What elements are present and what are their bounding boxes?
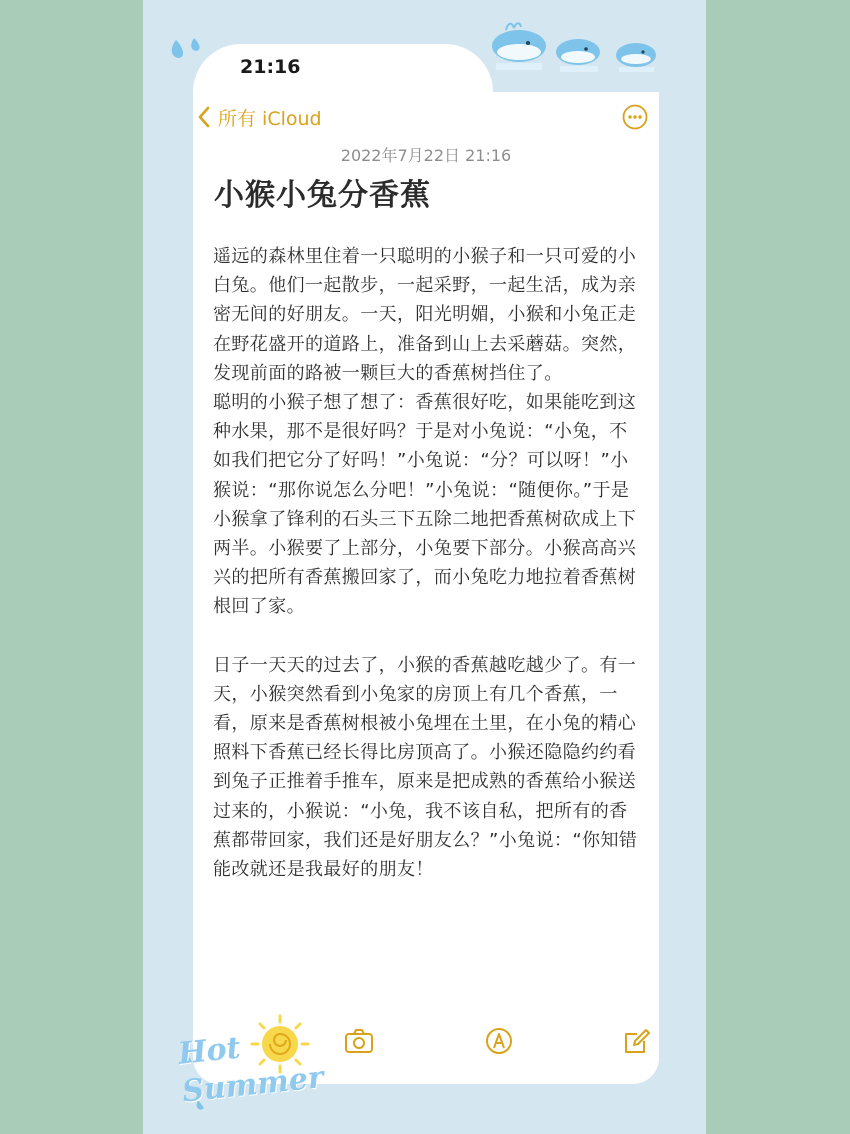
markup-pen-icon[interactable] [484, 1027, 514, 1055]
note-paragraph: 聪明的小猴子想了想了：香蕉很好吃，如果能吃到这种水果，那不是很好吗？于是对小兔说：“小兔，不如我们把它分了好吗！”小兔说：“分？可以呀！”小猴说：“那你说怎么分吧！”小兔说：“随便你。”于是小猴拿了锋利的石头三下五除二地把香蕉树砍成上下两半。小猴要了上部分，小兔要下部分。小猴高高兴兴的把所有香蕉搬回家了，而小兔吃力地拉着香蕉树根回了家。 [213, 392, 637, 618]
sticker-text: Hot Summer [176, 1030, 326, 1110]
chevron-left-icon [196, 105, 212, 129]
note-date: 2022年7月22日 21:16 [340, 146, 512, 165]
more-options-icon[interactable] [622, 104, 648, 130]
note-title: 小猴小兔分香蕉 [214, 178, 431, 213]
compose-icon[interactable] [622, 1027, 652, 1055]
back-to-icloud-button[interactable] [196, 104, 322, 130]
note-body[interactable] [213, 242, 641, 884]
note-paragraph: 日子一天天的过去了，小猴的香蕉越吃越少了。有一天，小猴突然看到小兔家的房顶上有几个香蕉，一看，原来是香蕉树根被小兔埋在土里，在小兔的精心照料下香蕉已经长得比房顶高了。小猴还隐隐约约看到兔子正推着手推车，原来是把成熟的香蕉给小猴送过来的，小猴说：“小兔，我不该自私，把所有的香蕉都带回家，我们还是好朋友么？”小兔说：“你知错能改就还是我最好的朋友！ [213, 654, 638, 881]
whales-decoration [488, 18, 668, 80]
camera-icon[interactable] [344, 1027, 374, 1055]
status-bar-time: 21:16 [240, 56, 301, 78]
note-paragraph: 遥远的森林里住着一只聪明的小猴子和一只可爱的小白兔。他们一起散步，一起采野，一起生活，成为亲密无间的好朋友。一天，阳光明媚，小猴和小兔正走在野花盛开的道路上，准备到山上去采蘑菇。突然，发现前面的路被一颗巨大的香蕉树挡住了。 [213, 246, 637, 384]
back-label: 所有 iCloud [218, 107, 322, 130]
paragraph-gap [213, 622, 641, 651]
